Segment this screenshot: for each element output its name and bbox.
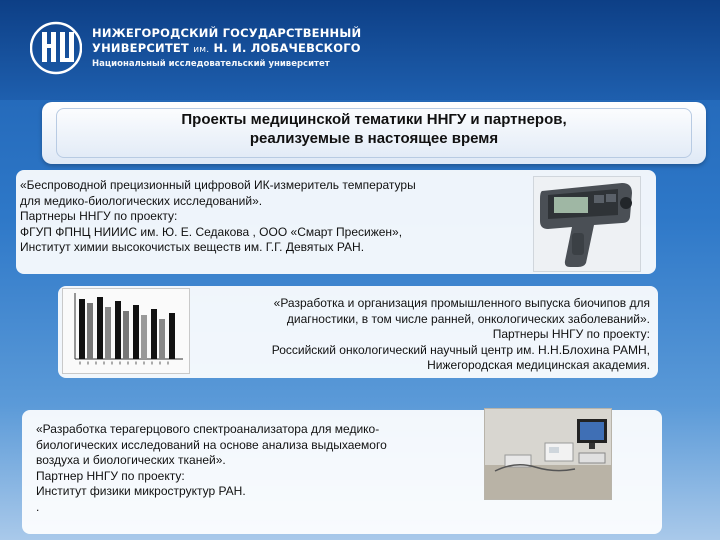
- logo-line-1: НИЖЕГОРОДСКИЙ ГОСУДАРСТВЕННЫЙ: [92, 26, 362, 40]
- project-3-line: «Разработка терагерцового спектроанализатора для медико-: [36, 422, 380, 436]
- project-3-line: Институт физики микроструктур РАН.: [36, 484, 246, 498]
- slide-title-box: [42, 102, 706, 164]
- project-2-line: Нижегородская медицинская академия.: [427, 358, 650, 372]
- logo-line-2a: УНИВЕРСИТЕТ: [92, 41, 189, 55]
- logo-line-2b: им.: [193, 45, 210, 55]
- project-3-line: биологических исследований на основе анализа выдыхаемого: [36, 437, 387, 452]
- logo-line-2c: Н. И. ЛОБАЧЕВСКОГО: [213, 41, 361, 55]
- slide-title-line-2: реализуемые в настоящее время: [249, 130, 499, 147]
- project-3-text: [36, 422, 387, 515]
- project-1-line: Институт химии высокочистых веществ им. Г.Г. Девятых РАН.: [20, 240, 365, 254]
- project-1-line: для медико-биологических исследований».: [20, 193, 263, 208]
- logo-line-2: [92, 41, 361, 58]
- biochip-chart-photo: [62, 288, 190, 374]
- header-banner: [0, 0, 720, 100]
- slide-title: [42, 110, 706, 148]
- project-1-line: Партнеры ННГУ по проекту:: [20, 209, 178, 223]
- ir-thermometer-photo: [533, 176, 641, 272]
- project-2-text: [272, 296, 650, 374]
- nngu-logo-icon: [30, 20, 82, 76]
- project-2-line: «Разработка и организация промышленного выпуска биочипов для: [273, 296, 650, 310]
- slide-title-line-1: Проекты медицинской тематики ННГУ и партнеров,: [181, 111, 567, 128]
- project-2-line: Российский онкологический научный центр им. Н.Н.Блохина РАМН,: [271, 342, 650, 357]
- project-1-line: «Беспроводной прецизионный цифровой ИК-измеритель температуры: [20, 178, 416, 192]
- project-2-line: Партнеры ННГУ по проекту:: [492, 327, 650, 341]
- logo-line-3: Национальный исследовательский университет: [92, 59, 330, 69]
- project-1-text: [20, 178, 416, 256]
- university-name: [92, 26, 361, 71]
- project-3-line: воздуха и биологических тканей».: [36, 453, 226, 467]
- project-2-line: диагностики, в том числе ранней, онкологических заболеваний».: [286, 311, 650, 326]
- project-3-line: Партнер ННГУ по проекту:: [36, 468, 185, 483]
- project-1-line: ФГУП ФПНЦ НИИИС им. Ю. Е. Седакова , ООО «Смарт Пресижен»,: [20, 224, 403, 239]
- spectroanalyzer-photo: [484, 408, 612, 500]
- project-3-line: .: [36, 499, 40, 514]
